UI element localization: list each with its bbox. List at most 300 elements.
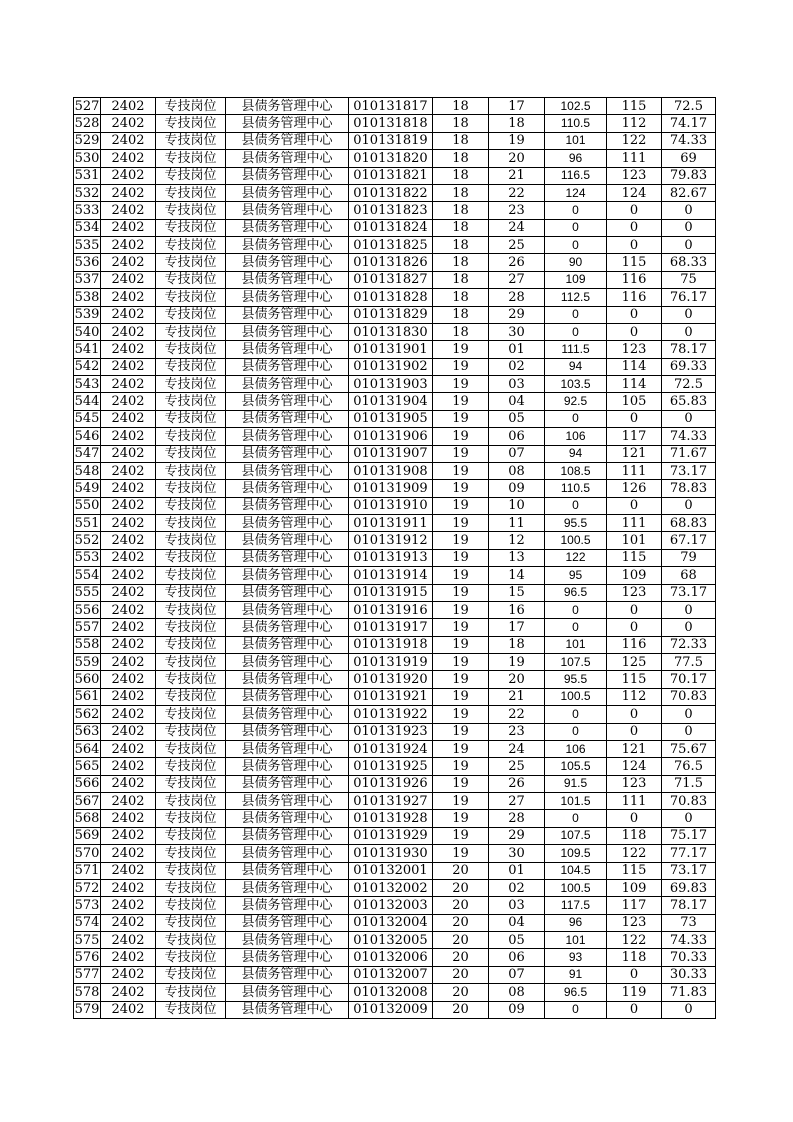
seq-number-cell: 532 — [74, 185, 100, 201]
interview-score-cell: 0 — [607, 219, 662, 236]
table-row — [74, 219, 716, 236]
post-code-cell: 2402 — [101, 98, 156, 115]
table-row — [74, 879, 716, 896]
interview-score-cell: 101 — [607, 532, 662, 549]
written-score-cell: 0 — [545, 237, 607, 254]
ticket-number-cell: 010131902 — [349, 358, 433, 375]
interview-score-cell: 115 — [607, 549, 662, 566]
table-row — [74, 636, 716, 653]
exam-room-cell: 19 — [433, 601, 489, 618]
post-code-cell: 2402 — [101, 184, 156, 201]
post-code-cell: 2402 — [101, 758, 156, 775]
seq-number-cell: 562 — [74, 706, 100, 722]
total-score-cell: 71.83 — [662, 984, 716, 1001]
ticket-number-cell: 010131930 — [349, 845, 433, 862]
exam-room-cell: 18 — [433, 271, 489, 288]
table-row — [74, 410, 716, 427]
seat-number-cell: 05 — [489, 932, 545, 949]
ticket-number-cell: 010131906 — [349, 428, 433, 445]
table-row — [74, 723, 716, 740]
seq-number-cell: 566 — [74, 776, 100, 792]
post-code-cell: 2402 — [101, 862, 156, 879]
ticket-number-cell: 010131910 — [349, 497, 433, 514]
written-score-cell: 95.5 — [545, 671, 607, 688]
seq-number-cell: 541 — [74, 341, 100, 357]
written-score-cell: 100.5 — [545, 879, 607, 896]
table-row — [74, 654, 716, 671]
post-type-cell: 专技岗位 — [156, 567, 226, 584]
written-score-cell: 94 — [545, 358, 607, 375]
table-row — [74, 810, 716, 827]
interview-score-cell: 0 — [607, 723, 662, 740]
total-score-cell: 76.5 — [662, 758, 716, 775]
ticket-number-cell: 010131829 — [349, 306, 433, 323]
table-row — [74, 428, 716, 445]
post-type-cell: 专技岗位 — [156, 601, 226, 618]
unit-name-cell: 县债务管理中心 — [226, 462, 349, 479]
post-code-cell: 2402 — [101, 879, 156, 896]
written-score-cell: 94 — [545, 445, 607, 462]
exam-room-cell: 18 — [433, 150, 489, 167]
seq-number-cell: 538 — [74, 289, 100, 305]
seat-number-cell: 23 — [489, 723, 545, 740]
seat-number-cell: 27 — [489, 793, 545, 810]
total-score-cell: 0 — [662, 601, 716, 618]
exam-room-cell: 18 — [433, 254, 489, 271]
unit-name-cell: 县债务管理中心 — [226, 584, 349, 601]
post-type-cell: 专技岗位 — [156, 966, 226, 983]
exam-room-cell: 20 — [433, 949, 489, 966]
unit-name-cell: 县债务管理中心 — [226, 445, 349, 462]
interview-score-cell: 109 — [607, 879, 662, 896]
interview-score-cell: 111 — [607, 150, 662, 167]
seq-number-cell: 574 — [74, 915, 100, 931]
table-row — [74, 897, 716, 914]
exam-room-cell: 19 — [433, 480, 489, 497]
post-type-cell: 专技岗位 — [156, 497, 226, 514]
table-row — [74, 341, 716, 358]
ticket-number-cell: 010131826 — [349, 254, 433, 271]
written-score-cell: 101 — [545, 636, 607, 653]
exam-room-cell: 19 — [433, 723, 489, 740]
exam-room-cell: 20 — [433, 914, 489, 931]
written-score-cell: 122 — [545, 549, 607, 566]
seat-number-cell: 24 — [489, 740, 545, 757]
interview-score-cell: 118 — [607, 949, 662, 966]
ticket-number-cell: 010132004 — [349, 914, 433, 931]
seq-number-cell: 551 — [74, 515, 100, 531]
written-score-cell: 96.5 — [545, 584, 607, 601]
post-type-cell: 专技岗位 — [156, 167, 226, 184]
ticket-number-cell: 010131909 — [349, 480, 433, 497]
interview-score-cell: 114 — [607, 376, 662, 393]
post-code-cell: 2402 — [101, 410, 156, 427]
seat-number-cell: 22 — [489, 184, 545, 201]
post-type-cell: 专技岗位 — [156, 358, 226, 375]
unit-name-cell: 县债务管理中心 — [226, 480, 349, 497]
seat-number-cell: 02 — [489, 358, 545, 375]
exam-room-cell: 19 — [433, 688, 489, 705]
total-score-cell: 75.67 — [662, 740, 716, 757]
table-row — [74, 184, 716, 201]
table-row — [74, 984, 716, 1001]
total-score-cell: 75 — [662, 271, 716, 288]
ticket-number-cell: 010131904 — [349, 393, 433, 410]
exam-room-cell: 18 — [433, 115, 489, 132]
seat-number-cell: 29 — [489, 306, 545, 323]
ticket-number-cell: 010131824 — [349, 219, 433, 236]
seq-number-cell: 548 — [74, 463, 100, 479]
seat-number-cell: 29 — [489, 827, 545, 844]
seat-number-cell: 04 — [489, 914, 545, 931]
total-score-cell: 67.17 — [662, 532, 716, 549]
table-row — [74, 688, 716, 705]
ticket-number-cell: 010132001 — [349, 862, 433, 879]
unit-name-cell: 县债务管理中心 — [226, 688, 349, 705]
ticket-number-cell: 010131919 — [349, 654, 433, 671]
table-row — [74, 202, 716, 219]
post-code-cell: 2402 — [101, 636, 156, 653]
seat-number-cell: 11 — [489, 515, 545, 532]
interview-score-cell: 0 — [607, 601, 662, 618]
total-score-cell: 0 — [662, 810, 716, 827]
seat-number-cell: 06 — [489, 428, 545, 445]
interview-score-cell: 0 — [607, 323, 662, 340]
table-row — [74, 549, 716, 566]
interview-score-cell: 124 — [607, 758, 662, 775]
interview-score-cell: 115 — [607, 98, 662, 115]
total-score-cell: 0 — [662, 219, 716, 236]
written-score-cell: 91 — [545, 966, 607, 983]
unit-name-cell: 县债务管理中心 — [226, 845, 349, 862]
seq-number-cell: 527 — [74, 98, 100, 114]
exam-room-cell: 19 — [433, 410, 489, 427]
post-code-cell: 2402 — [101, 723, 156, 740]
interview-score-cell: 105 — [607, 393, 662, 410]
post-type-cell: 专技岗位 — [156, 984, 226, 1001]
ticket-number-cell: 010132005 — [349, 932, 433, 949]
written-score-cell: 0 — [545, 619, 607, 636]
total-score-cell: 68.33 — [662, 254, 716, 271]
table-row — [74, 758, 716, 775]
total-score-cell: 82.67 — [662, 184, 716, 201]
seq-number-cell: 556 — [74, 602, 100, 618]
seat-number-cell: 07 — [489, 966, 545, 983]
post-type-cell: 专技岗位 — [156, 845, 226, 862]
exam-room-cell: 19 — [433, 793, 489, 810]
ticket-number-cell: 010132002 — [349, 879, 433, 896]
total-score-cell: 74.17 — [662, 115, 716, 132]
seat-number-cell: 18 — [489, 115, 545, 132]
exam-room-cell: 19 — [433, 740, 489, 757]
total-score-cell: 78.83 — [662, 480, 716, 497]
interview-score-cell: 116 — [607, 289, 662, 306]
seq-number-cell: 547 — [74, 446, 100, 462]
post-type-cell: 专技岗位 — [156, 740, 226, 757]
seat-number-cell: 19 — [489, 132, 545, 149]
post-type-cell: 专技岗位 — [156, 706, 226, 723]
post-type-cell: 专技岗位 — [156, 98, 226, 115]
table-row — [74, 98, 716, 115]
ticket-number-cell: 010131907 — [349, 445, 433, 462]
total-score-cell: 73.17 — [662, 584, 716, 601]
seq-number-cell: 579 — [74, 1002, 100, 1018]
post-code-cell: 2402 — [101, 601, 156, 618]
seq-number-cell: 552 — [74, 533, 100, 549]
seq-number-cell: 557 — [74, 619, 100, 635]
seat-number-cell: 09 — [489, 1001, 545, 1018]
written-score-cell: 110.5 — [545, 480, 607, 497]
written-score-cell: 102.5 — [545, 98, 607, 115]
unit-name-cell: 县债务管理中心 — [226, 827, 349, 844]
interview-score-cell: 121 — [607, 445, 662, 462]
post-type-cell: 专技岗位 — [156, 323, 226, 340]
table-row — [74, 358, 716, 375]
seat-number-cell: 20 — [489, 150, 545, 167]
ticket-number-cell: 010132008 — [349, 984, 433, 1001]
written-score-cell: 106 — [545, 428, 607, 445]
seq-number-cell: 542 — [74, 359, 100, 375]
written-score-cell: 96.5 — [545, 984, 607, 1001]
post-type-cell: 专技岗位 — [156, 636, 226, 653]
seq-number-cell: 549 — [74, 480, 100, 496]
seat-number-cell: 08 — [489, 462, 545, 479]
post-code-cell: 2402 — [101, 462, 156, 479]
interview-score-cell: 116 — [607, 636, 662, 653]
interview-score-cell: 0 — [607, 410, 662, 427]
table-row — [74, 323, 716, 340]
total-score-cell: 71.67 — [662, 445, 716, 462]
ticket-number-cell: 010131821 — [349, 167, 433, 184]
total-score-cell: 68.83 — [662, 515, 716, 532]
ticket-number-cell: 010131926 — [349, 775, 433, 792]
seq-number-cell: 554 — [74, 567, 100, 583]
unit-name-cell: 县债务管理中心 — [226, 202, 349, 219]
written-score-cell: 117.5 — [545, 897, 607, 914]
written-score-cell: 93 — [545, 949, 607, 966]
post-code-cell: 2402 — [101, 845, 156, 862]
seat-number-cell: 24 — [489, 219, 545, 236]
exam-room-cell: 19 — [433, 845, 489, 862]
post-code-cell: 2402 — [101, 567, 156, 584]
post-type-cell: 专技岗位 — [156, 862, 226, 879]
interview-score-cell: 126 — [607, 480, 662, 497]
post-code-cell: 2402 — [101, 445, 156, 462]
seq-number-cell: 528 — [74, 116, 100, 132]
seat-number-cell: 30 — [489, 323, 545, 340]
written-score-cell: 101 — [545, 932, 607, 949]
written-score-cell: 0 — [545, 323, 607, 340]
unit-name-cell: 县债务管理中心 — [226, 428, 349, 445]
post-type-cell: 专技岗位 — [156, 584, 226, 601]
ticket-number-cell: 010132007 — [349, 966, 433, 983]
seq-number-cell: 550 — [74, 498, 100, 514]
unit-name-cell: 县债务管理中心 — [226, 219, 349, 236]
written-score-cell: 109 — [545, 271, 607, 288]
ticket-number-cell: 010131911 — [349, 515, 433, 532]
interview-score-cell: 119 — [607, 984, 662, 1001]
exam-room-cell: 19 — [433, 827, 489, 844]
table-row — [74, 584, 716, 601]
total-score-cell: 0 — [662, 323, 716, 340]
unit-name-cell: 县债务管理中心 — [226, 810, 349, 827]
ticket-number-cell: 010131903 — [349, 376, 433, 393]
table-row — [74, 393, 716, 410]
written-score-cell: 105.5 — [545, 758, 607, 775]
seat-number-cell: 21 — [489, 167, 545, 184]
total-score-cell: 69.83 — [662, 879, 716, 896]
table-row — [74, 271, 716, 288]
table-row — [74, 532, 716, 549]
total-score-cell: 78.17 — [662, 897, 716, 914]
post-code-cell: 2402 — [101, 428, 156, 445]
written-score-cell: 0 — [545, 1001, 607, 1018]
post-code-cell: 2402 — [101, 515, 156, 532]
interview-score-cell: 123 — [607, 341, 662, 358]
written-score-cell: 0 — [545, 497, 607, 514]
unit-name-cell: 县债务管理中心 — [226, 775, 349, 792]
interview-score-cell: 122 — [607, 132, 662, 149]
seq-number-cell: 570 — [74, 845, 100, 861]
post-type-cell: 专技岗位 — [156, 237, 226, 254]
written-score-cell: 92.5 — [545, 393, 607, 410]
post-type-cell: 专技岗位 — [156, 897, 226, 914]
unit-name-cell: 县债务管理中心 — [226, 549, 349, 566]
written-score-cell: 95 — [545, 567, 607, 584]
exam-room-cell: 19 — [433, 619, 489, 636]
post-code-cell: 2402 — [101, 897, 156, 914]
post-code-cell: 2402 — [101, 497, 156, 514]
post-type-cell: 专技岗位 — [156, 879, 226, 896]
exam-room-cell: 18 — [433, 202, 489, 219]
written-score-cell: 101.5 — [545, 793, 607, 810]
post-type-cell: 专技岗位 — [156, 1001, 226, 1018]
total-score-cell: 74.33 — [662, 932, 716, 949]
total-score-cell: 77.17 — [662, 845, 716, 862]
unit-name-cell: 县债务管理中心 — [226, 740, 349, 757]
unit-name-cell: 县债务管理中心 — [226, 966, 349, 983]
exam-room-cell: 19 — [433, 358, 489, 375]
written-score-cell: 112.5 — [545, 289, 607, 306]
interview-score-cell: 123 — [607, 914, 662, 931]
exam-room-cell: 19 — [433, 445, 489, 462]
table-row — [74, 167, 716, 184]
post-type-cell: 专技岗位 — [156, 949, 226, 966]
post-code-cell: 2402 — [101, 584, 156, 601]
post-code-cell: 2402 — [101, 132, 156, 149]
post-code-cell: 2402 — [101, 1001, 156, 1018]
unit-name-cell: 县债务管理中心 — [226, 793, 349, 810]
table-row — [74, 966, 716, 983]
interview-score-cell: 123 — [607, 167, 662, 184]
post-code-cell: 2402 — [101, 706, 156, 723]
unit-name-cell: 县债务管理中心 — [226, 167, 349, 184]
unit-name-cell: 县债务管理中心 — [226, 914, 349, 931]
seq-number-cell: 537 — [74, 272, 100, 288]
table-body — [74, 98, 716, 1019]
post-code-cell: 2402 — [101, 167, 156, 184]
table-row — [74, 445, 716, 462]
table-row — [74, 132, 716, 149]
interview-score-cell: 115 — [607, 862, 662, 879]
post-type-cell: 专技岗位 — [156, 654, 226, 671]
post-code-cell: 2402 — [101, 984, 156, 1001]
ticket-number-cell: 010132003 — [349, 897, 433, 914]
seat-number-cell: 02 — [489, 879, 545, 896]
total-score-cell: 79 — [662, 549, 716, 566]
post-type-cell: 专技岗位 — [156, 410, 226, 427]
interview-score-cell: 115 — [607, 671, 662, 688]
exam-room-cell: 19 — [433, 393, 489, 410]
written-score-cell: 124 — [545, 184, 607, 201]
seq-number-cell: 535 — [74, 237, 100, 253]
seat-number-cell: 05 — [489, 410, 545, 427]
post-type-cell: 专技岗位 — [156, 914, 226, 931]
table-row — [74, 115, 716, 132]
total-score-cell: 74.33 — [662, 428, 716, 445]
written-score-cell: 96 — [545, 150, 607, 167]
interview-score-cell: 0 — [607, 1001, 662, 1018]
post-code-cell: 2402 — [101, 549, 156, 566]
post-code-cell: 2402 — [101, 654, 156, 671]
seq-number-cell: 539 — [74, 307, 100, 323]
post-code-cell: 2402 — [101, 619, 156, 636]
written-score-cell: 107.5 — [545, 827, 607, 844]
written-score-cell: 101 — [545, 132, 607, 149]
seat-number-cell: 13 — [489, 549, 545, 566]
post-type-cell: 专技岗位 — [156, 376, 226, 393]
post-type-cell: 专技岗位 — [156, 671, 226, 688]
table-row — [74, 914, 716, 931]
seat-number-cell: 21 — [489, 688, 545, 705]
seat-number-cell: 08 — [489, 984, 545, 1001]
exam-room-cell: 19 — [433, 376, 489, 393]
post-type-cell: 专技岗位 — [156, 428, 226, 445]
written-score-cell: 104.5 — [545, 862, 607, 879]
table-row — [74, 932, 716, 949]
unit-name-cell: 县债务管理中心 — [226, 358, 349, 375]
unit-name-cell: 县债务管理中心 — [226, 254, 349, 271]
seat-number-cell: 17 — [489, 98, 545, 115]
ticket-number-cell: 010131927 — [349, 793, 433, 810]
post-code-cell: 2402 — [101, 932, 156, 949]
ticket-number-cell: 010131913 — [349, 549, 433, 566]
exam-room-cell: 20 — [433, 966, 489, 983]
post-code-cell: 2402 — [101, 323, 156, 340]
post-code-cell: 2402 — [101, 775, 156, 792]
post-type-cell: 专技岗位 — [156, 688, 226, 705]
seq-number-cell: 533 — [74, 202, 100, 218]
exam-room-cell: 19 — [433, 775, 489, 792]
exam-room-cell: 18 — [433, 323, 489, 340]
ticket-number-cell: 010131915 — [349, 584, 433, 601]
total-score-cell: 73 — [662, 914, 716, 931]
written-score-cell: 103.5 — [545, 376, 607, 393]
interview-score-cell: 112 — [607, 688, 662, 705]
unit-name-cell: 县债务管理中心 — [226, 706, 349, 723]
seat-number-cell: 26 — [489, 254, 545, 271]
interview-score-cell: 125 — [607, 654, 662, 671]
written-score-cell: 107.5 — [545, 654, 607, 671]
post-type-cell: 专技岗位 — [156, 115, 226, 132]
post-code-cell: 2402 — [101, 115, 156, 132]
unit-name-cell: 县债务管理中心 — [226, 654, 349, 671]
seq-number-cell: 563 — [74, 724, 100, 740]
post-type-cell: 专技岗位 — [156, 150, 226, 167]
interview-score-cell: 123 — [607, 775, 662, 792]
total-score-cell: 74.33 — [662, 132, 716, 149]
written-score-cell: 111.5 — [545, 341, 607, 358]
